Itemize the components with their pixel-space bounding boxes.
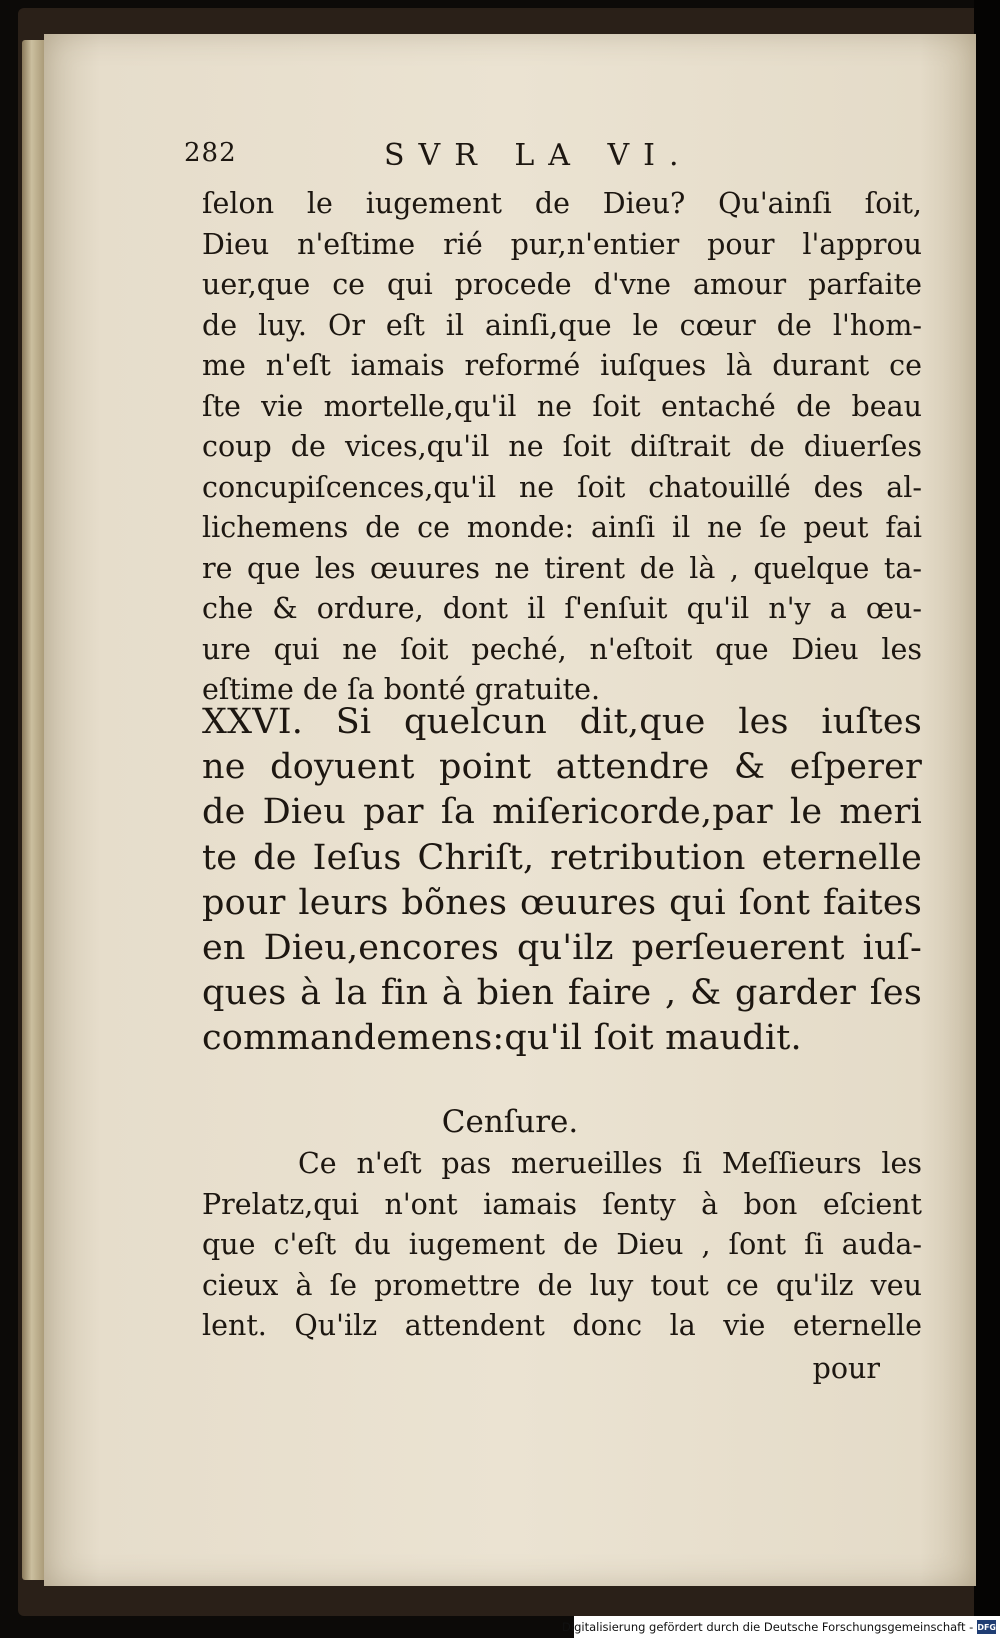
text-line: Dieu n'eſtime rié pur,n'entier pour l'approu	[202, 227, 922, 261]
text-line: coup de vices,qu'il ne ſoit diſtrait de diuerſes	[202, 430, 922, 463]
article-line: pour leurs bõnes œuures qui ſont faites	[202, 882, 922, 923]
article-line: ne doyuent point attendre & eſperer	[202, 747, 922, 788]
text-line: ſte vie mortelle,qu'il ne ſoit entaché de beau	[202, 389, 922, 423]
article-line: en Dieu,encores qu'ilz perſeuerent iuſ-	[202, 928, 922, 969]
censure-line: Prelatz,qui n'ont iamais ſenty à bon eſcient	[202, 1187, 922, 1221]
running-head: SVR LA VI.	[384, 138, 693, 173]
page-header	[44, 138, 976, 178]
censure-line: lent. Qu'ilz attendent donc la vie eternelle	[202, 1309, 922, 1342]
article-line: ques à la fin à bien faire , & garder ſes	[202, 973, 922, 1014]
footer-credit: Digitalisierung gefördert durch die Deutsche Forschungsgemeinschaft -	[562, 1620, 974, 1634]
dfg-logo: DFG	[977, 1620, 996, 1634]
book-spine	[974, 0, 1000, 1638]
censure-line: Ce n'eſt pas merueilles ſi Meſſieurs les	[298, 1147, 922, 1180]
page-edges	[22, 40, 46, 1580]
catchword: pour	[812, 1352, 880, 1385]
article-xxvi	[202, 700, 922, 1062]
body-paragraph	[202, 184, 922, 711]
text-line: de luy. Or eſt il ainſi,que le cœur de l'hom-	[202, 308, 922, 342]
text-line: re que les œuures ne tirent de là , quelque ta-	[202, 551, 922, 585]
book-page	[44, 34, 976, 1586]
article-line: de Dieu par ſa miſericorde,par le meri	[202, 792, 922, 833]
article-line: XXVI. Si quelcun dit,que les iuſtes	[202, 702, 922, 742]
text-line: me n'eſt iamais reformé iuſques là durant ce	[202, 349, 922, 382]
text-line: lichemens de ce monde: ainſi il ne ſe peut fai	[202, 511, 922, 544]
text-line: ſelon le iugement de Dieu? Qu'ainſi ſoit,	[202, 187, 922, 220]
digitization-footer	[562, 1616, 1000, 1638]
text-line: concupiſcences,qu'il ne ſoit chatouillé des al-	[202, 470, 922, 504]
article-line: commandemens:qu'il ſoit maudit.	[202, 1018, 802, 1059]
article-line: te de Ieſus Chriſt, retribution eternelle	[202, 837, 922, 878]
text-line: uer,que ce qui procede d'vne amour parfaite	[202, 268, 922, 301]
censure-paragraph	[202, 1144, 922, 1347]
censure-heading: Cenſure.	[441, 1104, 579, 1140]
text-line: ure qui ne ſoit peché, n'eſtoit que Dieu les	[202, 632, 922, 666]
page-number: 282	[184, 138, 237, 168]
censure-line: cieux à ſe promettre de luy tout ce qu'ilz veu	[202, 1268, 922, 1302]
censure-line: que c'eſt du iugement de Dieu , ſont ſi auda-	[202, 1228, 922, 1261]
text-line: che & ordure, dont il ſ'enſuit qu'il n'y a œu-	[202, 592, 922, 625]
text-line: eſtime de ſa bonté gratuite.	[202, 673, 600, 706]
